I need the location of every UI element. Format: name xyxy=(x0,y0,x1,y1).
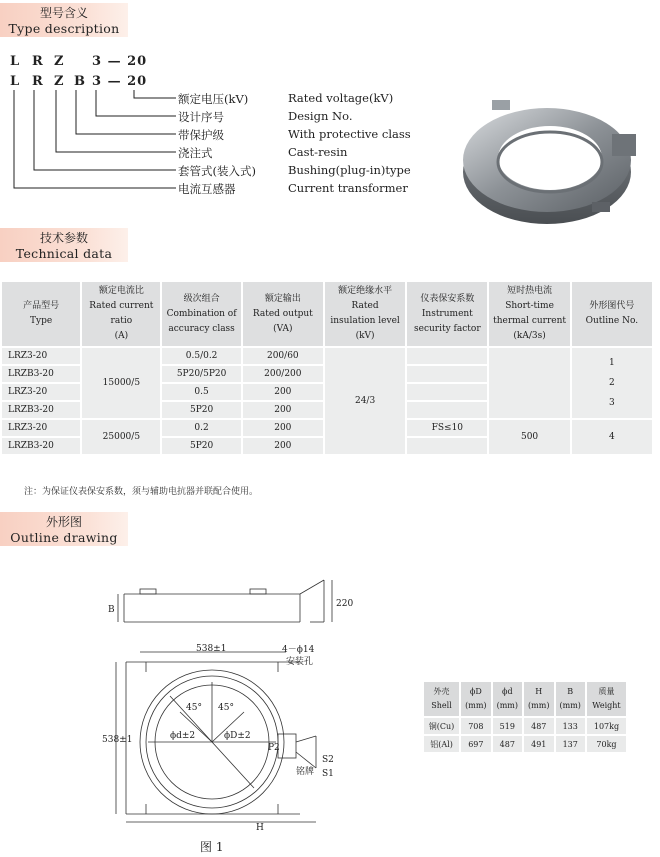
dim-b: B xyxy=(108,605,115,615)
dim-width: 538±1 xyxy=(196,644,227,654)
shell-cell: 铝(Al) xyxy=(424,736,459,752)
table-header-row xyxy=(2,282,652,346)
shell-header-cell xyxy=(556,682,585,716)
technical-data-title-en: Technical data xyxy=(15,246,113,261)
shell-cell: 137 xyxy=(556,736,585,752)
table-row xyxy=(424,736,626,752)
outline-drawing-title-en: Outline drawing xyxy=(10,530,118,545)
code-letter: L xyxy=(10,74,21,89)
cell-output: 200/60 xyxy=(243,348,323,364)
type-description-title-en: Type description xyxy=(8,21,120,36)
shell-cell: 铜(Cu) xyxy=(424,718,459,734)
cell-thermal-empty xyxy=(489,348,569,418)
header-cn: 仪表保安系数 xyxy=(420,293,475,304)
header-cn: 短时热电流 xyxy=(507,286,553,296)
cell-outline-group xyxy=(572,348,652,418)
dim-holes: 4－ϕ14 xyxy=(282,645,315,655)
outline-drawing-header xyxy=(0,512,128,546)
shell-cell: 708 xyxy=(461,718,490,734)
technical-data-header xyxy=(0,228,128,262)
header-cn: 额定电流比 xyxy=(98,286,144,296)
cell-output: 200 xyxy=(243,402,323,418)
cell-output: 200/200 xyxy=(243,366,323,382)
code-letter: Z xyxy=(54,74,65,89)
legend-cn: 浇注式 xyxy=(178,146,213,160)
header-en: (mm) xyxy=(465,701,487,710)
cell-ratio: 25000/5 xyxy=(82,420,160,454)
header-cn: 外壳 xyxy=(433,687,450,696)
shell-table-header xyxy=(424,682,626,716)
label-s2: S2 xyxy=(322,755,334,765)
dim-h: H xyxy=(256,823,264,833)
cell-output: 200 xyxy=(243,384,323,400)
shell-table xyxy=(422,680,628,754)
cell-outline: 4 xyxy=(572,420,652,454)
dim-d-large: ϕD±2 xyxy=(224,731,251,741)
legend-cn: 带保护级 xyxy=(178,128,224,142)
header-cn: 质量 xyxy=(598,687,615,696)
code-suffix: 3 — 20 xyxy=(92,54,148,69)
shell-header-cell xyxy=(587,682,626,716)
legend-en: With protective class xyxy=(288,127,411,141)
code-suffix: 3 — 20 xyxy=(92,74,148,89)
table-row xyxy=(2,348,652,364)
dim-height: 538±1 xyxy=(102,735,133,745)
dim-220: 220 xyxy=(336,599,354,609)
table-row xyxy=(424,718,626,734)
header-en: Rated current ratio xyxy=(89,301,154,326)
code-letter: L xyxy=(10,54,21,69)
header-cell xyxy=(325,282,405,346)
header-unit: (kA/3s) xyxy=(513,331,546,341)
cell-accuracy: 0.5/0.2 xyxy=(162,348,240,364)
cell-type: LRZB3-20 xyxy=(2,402,80,418)
header-unit: (kV) xyxy=(355,331,375,341)
legend-en: Design No. xyxy=(288,109,353,123)
cell-security xyxy=(407,402,487,418)
cell-output: 200 xyxy=(243,438,323,454)
label-p2: P2 xyxy=(268,743,280,753)
header-en: Shell xyxy=(431,701,452,710)
figure-caption: 图 1 xyxy=(200,840,224,854)
shell-header-cell xyxy=(524,682,553,716)
cell-output: 200 xyxy=(243,420,323,436)
table-note: 注：为保证仪表保安系数，须与辅助电抗器并联配合使用。 xyxy=(24,487,259,497)
shell-cell: 487 xyxy=(493,736,522,752)
cell-security xyxy=(407,348,487,364)
legend-cn: 额定电压(kV) xyxy=(178,92,249,106)
cell-type: LRZ3-20 xyxy=(2,420,80,436)
header-cn: ϕd xyxy=(502,687,513,696)
label-s1: S1 xyxy=(322,769,334,779)
cell-ratio: 15000/5 xyxy=(82,348,160,418)
header-cell xyxy=(489,282,569,346)
cell-security xyxy=(407,438,487,454)
header-cn: 产品型号 xyxy=(23,301,60,311)
type-description-header xyxy=(0,3,128,37)
cell-security xyxy=(407,366,487,382)
shell-cell: 70kg xyxy=(587,736,626,752)
shell-cell: 697 xyxy=(461,736,490,752)
outline-no: 1 xyxy=(608,358,615,368)
cell-accuracy: 5P20 xyxy=(162,402,240,418)
cell-insulation: 24/3 xyxy=(325,348,405,454)
header-en: Rated xyxy=(351,301,379,311)
cell-type: LRZ3-20 xyxy=(2,384,80,400)
technical-data-title-cn: 技术参数 xyxy=(39,231,88,245)
outline-no: 2 xyxy=(608,378,615,388)
cell-security: FS≤10 xyxy=(407,420,487,436)
header-en: Weight xyxy=(592,701,621,710)
header-cell xyxy=(243,282,323,346)
code-letter: R xyxy=(32,74,44,89)
shell-cell: 107kg xyxy=(587,718,626,734)
header-cell xyxy=(162,282,240,346)
header-en: Combination of xyxy=(166,308,237,319)
header-en2: security factor xyxy=(414,323,481,334)
label-nameplate: 铭牌 xyxy=(296,767,315,777)
cell-accuracy: 0.2 xyxy=(162,420,240,436)
header-unit: (VA) xyxy=(273,323,293,334)
shell-cell: 491 xyxy=(524,736,553,752)
shell-cell: 133 xyxy=(556,718,585,734)
header-en: Outline No. xyxy=(585,316,639,326)
cell-security xyxy=(407,384,487,400)
legend-cn: 套管式(装入式) xyxy=(178,164,256,178)
type-description-title-cn: 型号含义 xyxy=(39,6,88,20)
header-unit: (A) xyxy=(114,331,129,341)
dim-angle-1: 45° xyxy=(186,703,202,713)
type-code-bracket-lines xyxy=(0,88,180,196)
header-en: Rated output xyxy=(252,308,313,319)
cell-accuracy: 5P20/5P20 xyxy=(162,366,240,382)
header-cell xyxy=(407,282,487,346)
type-code-line-1 xyxy=(10,54,210,70)
dim-holes-cn: 安装孔 xyxy=(286,657,314,667)
header-cell xyxy=(82,282,160,346)
technical-data-table xyxy=(0,280,654,456)
code-letter: R xyxy=(32,54,44,69)
header-en2: accuracy class xyxy=(168,323,235,334)
header-cell xyxy=(572,282,652,346)
header-cn: 额定绝缘水平 xyxy=(338,286,393,296)
shell-header-cell xyxy=(424,682,459,716)
legend-en: Rated voltage(kV) xyxy=(288,91,394,105)
legend-en: Cast-resin xyxy=(288,145,348,159)
outline-no: 3 xyxy=(608,398,615,408)
shell-cell: 487 xyxy=(524,718,553,734)
header-en: Short-time xyxy=(505,301,554,311)
header-en: (mm) xyxy=(496,701,518,710)
outline-drawing xyxy=(100,572,360,834)
header-cn: B xyxy=(567,687,574,696)
cell-accuracy: 0.5 xyxy=(162,384,240,400)
header-cn: 级次组合 xyxy=(183,293,220,304)
cell-type: LRZB3-20 xyxy=(2,438,80,454)
header-en: (mm) xyxy=(528,701,550,710)
header-en: (mm) xyxy=(559,701,581,710)
header-en2: thermal current xyxy=(493,316,567,326)
header-en2: insulation level xyxy=(330,316,400,326)
code-letter: B xyxy=(74,74,86,89)
header-cn: 外形图代号 xyxy=(589,301,635,311)
header-cell xyxy=(2,282,80,346)
legend-en: Current transformer xyxy=(288,181,408,195)
dim-angle-2: 45° xyxy=(218,703,234,713)
legend-cn: 设计序号 xyxy=(178,110,224,124)
shell-header-cell xyxy=(493,682,522,716)
header-en: Type xyxy=(30,316,53,326)
dim-d-small: ϕd±2 xyxy=(170,731,196,741)
header-en: Instrument xyxy=(421,308,473,319)
outline-drawing-title-cn: 外形图 xyxy=(45,515,82,529)
cell-thermal: 500 xyxy=(489,420,569,454)
header-cn: ϕD xyxy=(469,687,482,696)
code-letter: Z xyxy=(54,54,65,69)
cell-type: LRZ3-20 xyxy=(2,348,80,364)
cell-accuracy: 5P20 xyxy=(162,438,240,454)
product-photo xyxy=(452,76,648,236)
legend-cn: 电流互感器 xyxy=(178,182,236,196)
shell-cell: 519 xyxy=(493,718,522,734)
legend-en: Bushing(plug-in)type xyxy=(288,163,411,177)
header-cn: 额定输出 xyxy=(264,293,301,304)
shell-header-cell xyxy=(461,682,490,716)
cell-type: LRZB3-20 xyxy=(2,366,80,382)
header-cn: H xyxy=(535,687,543,696)
